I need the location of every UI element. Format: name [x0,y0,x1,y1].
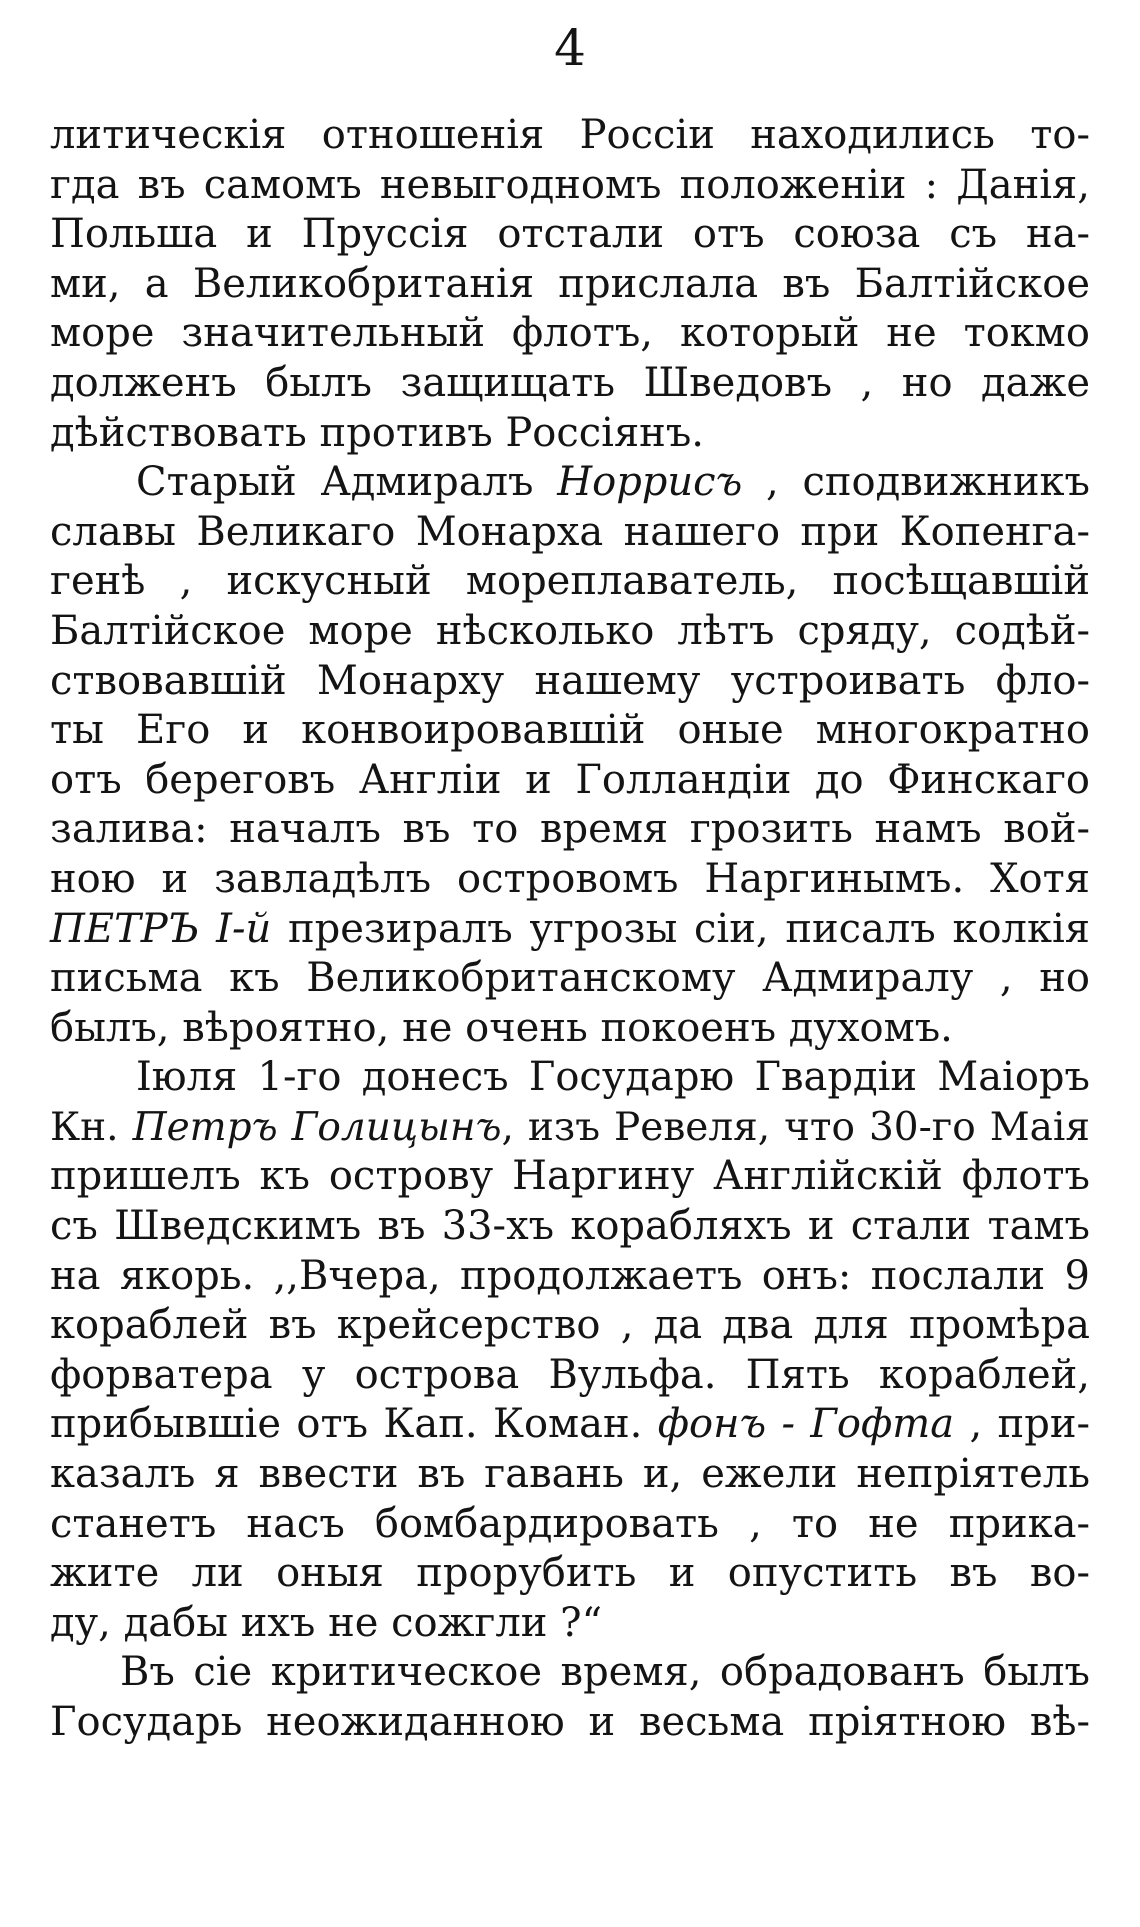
name-golitsyn: Петръ Голицынъ [132,1104,502,1150]
text-line: Іюля 1-го донесъ Государю Гвардіи Маіоръ [136,1054,1090,1101]
text-line: ми, а Великобританія прислала въ Балтійское [50,260,1090,307]
text-line: кораблей въ крейсерство , да два для промѣра [50,1302,1090,1349]
text-line: станетъ насъ бомбардировать , то не прика- [50,1500,1090,1547]
body-text [50,111,1090,1748]
text-line: форватера у острова Вульфа. Пять кораблей, [50,1351,1090,1398]
text-line [50,905,1090,955]
text-line: ты Его и конвоировавшій оные многократно [50,707,1090,754]
name-von-hoft: фонъ - Гофта [657,1401,955,1448]
text-line: море значительный флотъ, который не токмо [50,310,1090,357]
text-line: жите ли оныя прорубить и опустить въ во- [50,1550,1090,1597]
text-line: долженъ былъ защищать Шведовъ , но даже [50,359,1090,406]
text-line: дѣйствовать противъ Россіянъ. [50,409,705,456]
text-line: славы Великаго Монарха нашего при Копенга- [50,508,1090,555]
text-line: письма къ Великобританскому Адмиралу , но [50,955,1090,1002]
text-line: Въ сіе критическое время, обрадованъ былъ [120,1649,1090,1696]
name-peter: ПЕТРЪ I-й [50,905,272,952]
text-line: Балтійское море нѣсколько лѣтъ сряду, содѣй- [50,607,1090,654]
text-line: Польша и Пруссія отстали отъ союза съ на- [50,211,1090,258]
page-number: 4 [554,19,586,77]
text-line: пришелъ къ острову Наргину Англійскій флотъ [50,1153,1090,1200]
text-line [50,458,1090,508]
text-line [50,1400,1090,1450]
text-fragment: , изъ Ревеля, что 30-го Маія [501,1104,1090,1150]
text-line: Государь неожиданною и весьма пріятною вѣ- [50,1699,1090,1745]
text-line: на якорь. ,,Вчера, продолжаетъ онъ: послали 9 [50,1252,1090,1299]
text-line: казалъ я ввести въ гавань и, ежели непріятель [50,1451,1090,1498]
text-line: ду, дабы ихъ не сожгли ?“ [50,1599,603,1646]
text-line: отъ береговъ Англіи и Голландіи до Финскаго [50,756,1090,803]
text-line: ною и завладѣлъ островомъ Наргинымъ. Хотя [50,855,1090,902]
text-line: залива: началъ въ то время грозить намъ вой- [50,806,1090,853]
text-fragment: Старый Адмиралъ [136,459,558,506]
text-line: генѣ , искусный мореплаватель, посѣщавшій [50,558,1090,605]
text-fragment: прибывшіе отъ Кап. Коман. [50,1401,658,1448]
text-line: ствовавшій Монарху нашему устроивать фло- [50,657,1090,704]
text-line: былъ, вѣроятно, не очень покоенъ духомъ. [50,1004,953,1051]
text-line: съ Шведскимъ въ 33-хъ корабляхъ и стали тамъ [50,1203,1090,1250]
text-line [50,1103,1090,1153]
text-line: литическія отношенія Россіи находились то- [50,112,1090,158]
text-line: гда въ самомъ невыгодномъ положеніи : Данія, [50,161,1090,208]
name-norris: Норрисъ [557,459,743,506]
text-fragment: Кн. [50,1104,133,1150]
text-fragment: , при- [954,1401,1090,1448]
text-fragment: презиралъ угрозы сіи, писалъ колкія [271,905,1090,952]
text-fragment: , сподвижникъ [742,459,1090,506]
